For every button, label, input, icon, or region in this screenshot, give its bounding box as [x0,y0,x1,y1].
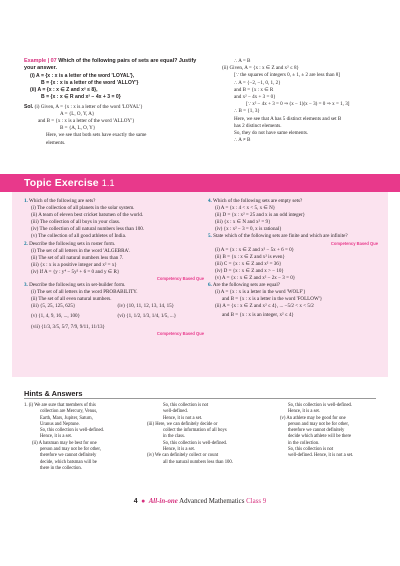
exercise-right-column: 4. Which of the following sets are empty sets? (i) A = {x : 4 < x < 5, x ∈ N} (ii) D = {x : x² = 25 and x is an odd integer} (iii) {x : x ∈ N and x² = 9} (iv) {x : x² − 3 = 0, x is rational} 5. State which of the following sets are finite and which are infinite? Competency Based Que (i) A = {x : x ∈ Z and x² − 5x + 6 = 0} (ii) B = {x : x ∈ Z and x² is even} (iii) C = {x : x ∈ Z and x² = 36} (iv) D = {x : x ∈ Z and x > − 10} (v) A = {x : x ∈ Z and x² − 2x − 3 = 0} 6. Are the following sets are equal? (i) A = {x : x is a letter in the word 'WOLF'} and B = {x : x is a letter in the word 'FOLLOW'} (ii) A = {x : x ∈ Z and x² ≤ 4}, ... −5/2 < x < 5/2 and B = {x : x is an integer, x² ≤ 4} [208,198,378,319]
question-1: 1. Which of the following are sets? [24,198,96,204]
q3-pair-row: (v) {1, 4, 9, 16, ..., 100} (vi) {1, 1/2, 1/3, 1/4, 1/5, ...} [31,313,177,320]
hints-column-2: So, this collection is not well-defined. Hence, it is not a set. (iii) Here, we can definitely decide or collect the information of all boys in the class. So, this collection is well-defined. Hence, it is a set. (iv) We can definitely collect or count all the natural numbers less than 100. [147,403,233,465]
solution-label: Sol. [24,103,34,110]
question-5: 5. State which of the following sets are finite and which are infinite? [208,233,348,240]
topic-exercise-title: Topic Exercise 1.1 [24,177,115,189]
hints-title: Hints & Answers [24,389,83,398]
example-question-text: Which of the following pairs of sets are equal? Justify your answer. [24,58,197,72]
hints-divider [24,398,376,399]
competency-badge: Competency Based Que [156,276,204,282]
book-subject: Advanced Mathematics [177,498,247,505]
example-tag: Example [24,58,48,64]
book-class: Class 9 [246,498,267,505]
question-6: 6. Are the following sets are equal? [208,282,281,289]
example-right-column: ∴ A = B (ii) Given, A = {x : x ∈ Z and x² ≤ 8} [∵ the squares of integers 0, ± 1, ± 2 are less than 8] ∴ A = {−2, −1, 0, 1, 2} and B = {x : x ∈ R and x² − 4x + 3 = 0} [∵ x² − 4x + 3 = 0 ⇒ (x − 1)(x − 3) = 0 ⇒ x = 1, 3] ∴ B = {1, 3} Here, we see that A has 5 distinct elements and set B has 2 distinct elements. So, they do not have same elements. ∴ A ≠ B [222,58,350,144]
page-number: 4 [133,498,138,505]
solution: Sol. (i) Given, A = {x : x is a letter of the word 'LOYAL'} A = {L, O, Y, A} and B = {x : x is a letter of the word 'ALLOY'} B = {A, L, O, Y} Here, we see that both sets have exactly the same elements. [24,103,147,146]
example-question [24,58,209,73]
page-footer: 4 ● All-in-one Advanced Mathematics Class 9 [133,498,267,505]
q3-pair-row: (iii) {5, 25, 125, 625} (iv) {10, 11, 12, 13, 14, 15} [31,303,175,310]
hints-column-1: 1. (i) We are sure that members of this collection are Mercury, Venus, Earth, Mars, Jupiter, Saturn, Uranus and Neptune. So, this collection is well-defined. Hence, it is a set. (ii) A batsman may be best for one person and may not be for other, therefore we cannot definitely decide, which batsman will be there in the collection. [24,403,105,471]
example-number: | 07 [47,58,57,64]
example-part-1: (i) A = {x : x is a letter of the word 'LOYAL'}, B = {x : x is a letter of the word 'ALLOY'} [30,72,139,86]
brand-logo: All-in-one [148,498,178,505]
hints-column-3: So, this collection is well-defined. Hence, it is a set. (v) An athlete may be good for one person and may not be for other, therefore we cannot definitely decide which athlete will be there in the collection. So, this collection is not well-defined. Hence, it is not a set. [280,403,354,459]
question-4: 4. Which of the following sets are empty sets? [208,198,303,204]
competency-badge: Competency Based Que [156,330,204,336]
question-2: 2. Describe the following sets in roster form. [24,240,116,247]
example-part-2: (ii) A = {x : x ∈ Z and x² ≤ 8}, B = {x : x ∈ R and x² − 4x + 3 = 0} [30,86,121,100]
example-left-column [24,58,209,147]
exercise-left-column: 1. Which of the following are sets? (i) The collection of all planets in the solar system. (ii) A team of eleven best cricket batsmen of the world. (iii) The collection of all boys in your class. (iv) The collection of all natural numbers less than 100. (v) The collection of all good athletes of India. 2. Describe the following sets in roster form. (i) The set of all letters in the word 'ALGEBRA'. (ii) The set of all natural numbers less than 7. (iii) {x : x is a positive integer and x² = x} (iv) If A = {y : y⁴ − 5y² + 6 = 0 and y ∈ R} Competency Based Que 3. Describe the following sets in set-builder form. (i) The set of all letters in the word PROBABILITY. (ii) The set of all even natural numbers. (iii) {5, 25, 125, 625} (iv) {10, 11, 12, 13, 14, 15} (v) {1, 4, 9, 16, ..., 100} (vi) {1, 1/2, 1/3, 1/4, 1/5, ...} (vii) {1/3, 3/5, 5/7, 7/9, 9/11, 11/13} Competency Based Que [24,198,204,336]
q3-pair-row: (vii) {1/3, 3/5, 5/7, 7/9, 9/11, 11/13} [31,323,105,330]
competency-badge: Competency Based Que [330,240,378,246]
question-3: 3. Describe the following sets in set-builder form. [24,282,126,289]
